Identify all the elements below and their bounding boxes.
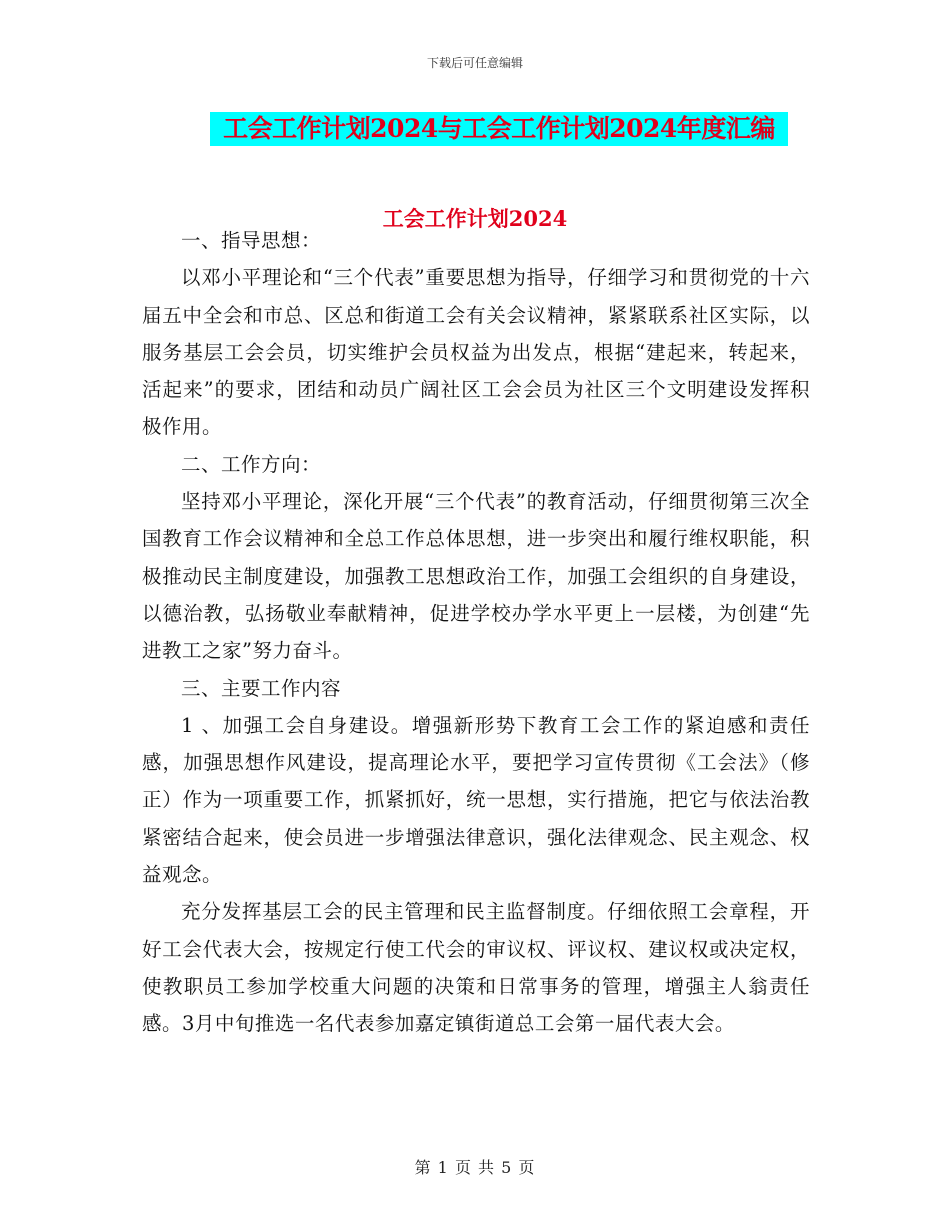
document-body <box>142 222 810 1043</box>
paragraph-work-direction: 坚持邓小平理论，深化开展“三个代表”的教育活动，仔细贯彻第三次全国教育工作会议精神和全总工作总体思想，进一步突出和履行维权职能，积极推动民主制度建设，加强教工思想政治工作，加强工会组织的自身建设，以德治教，弘扬敬业奉献精神，促进学校办学水平更上一层楼，为创建“先进教工之家”努力奋斗。 <box>142 490 810 663</box>
document-main-title: 工会工作计划2024与工会工作计划2024年度汇编 <box>210 112 788 146</box>
paragraph-self-construction: 1 、加强工会自身建设。增强新形势下教育工会工作的紧迫感和责任感，加强思想作风建设，提高理论水平，要把学习宣传贯彻《工会法》（修正）作为一项重要工作，抓紧抓好，统一思想，实行措施，把它与依法治教紧密结合起来，使会员进一步增强法律意识，强化法律观念、民主观念、权益观念。 <box>142 713 810 887</box>
paragraph-guiding-ideology: 以邓小平理论和“三个代表”重要思想为指导，仔细学习和贯彻党的十六届五中全会和市总、区总和街道工会有关会议精神，紧紧联系社区实际，以服务基层工会会员，切实维护会员权益为出发点，根据“建起来，转起来，活起来”的要求，团结和动员广阔社区工会会员为社区三个文明建设发挥积极作用。 <box>142 266 810 439</box>
heading-main-content: 三、主要工作内容 <box>181 676 342 700</box>
heading-work-direction: 二、工作方向： <box>181 452 322 476</box>
heading-guiding-ideology: 一、指导思想： <box>181 229 322 252</box>
header-note: 下载后可任意编辑 <box>426 56 523 70</box>
paragraph-democratic-management: 充分发挥基层工会的民主管理和民主监督制度。仔细依照工会章程，开好工会代表大会，按规定行使工代会的审议权、评议权、建议权或决定权，使教职员工参加学校重大问题的决策和日常事务的管理，增强主人翁责任感。3月中旬推选一名代表参加嘉定镇街道总工会第一届代表大会。 <box>142 900 810 1036</box>
page-number-footer: 第 1 页 共 5 页 <box>414 1158 536 1177</box>
section-title: 工会工作计划2024 <box>382 206 568 231</box>
